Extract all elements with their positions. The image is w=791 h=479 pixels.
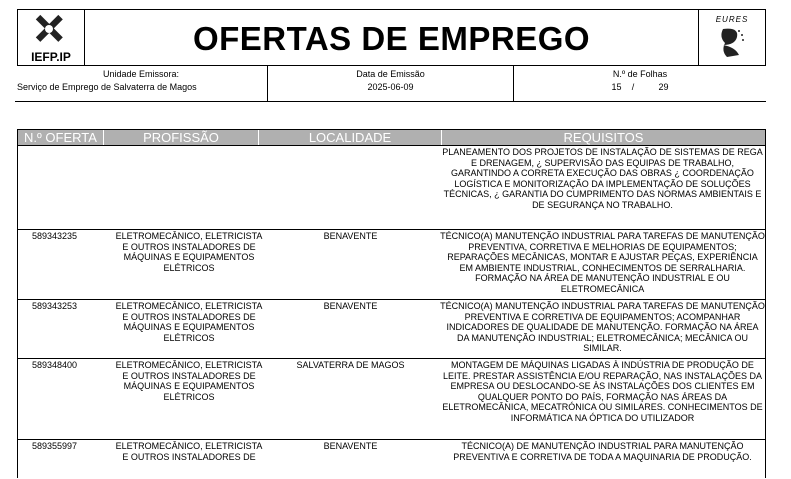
issuer-label: Unidade Emissora: bbox=[102, 69, 180, 79]
column-header-location: LOCALIDADE bbox=[259, 130, 442, 145]
table-row bbox=[17, 359, 766, 440]
eures-logo bbox=[698, 10, 765, 65]
column-header-requirements: REQUISITOS bbox=[563, 130, 644, 145]
issue-info-row bbox=[15, 66, 766, 102]
page-count-label: N.º de Folhas bbox=[612, 69, 668, 79]
column-header-profession: PROFISSÃO bbox=[104, 130, 259, 145]
table-row bbox=[17, 230, 766, 300]
offer-requirements: TÉCNICO(A) DE MANUTENÇÃO INDUSTRIAL PARA MANUTENÇÃO PREVENTIVA E CORRETIVA DE TODA A MAQUINARIA DE PRODUÇÃO. bbox=[453, 441, 752, 462]
offer-requirements: TÉCNICO(A) MANUTENÇÃO INDUSTRIAL PARA TAREFAS DE MANUTENÇÃO PREVENTIVA E CORRETIVA DE EQUIPAMENTOS; ACOMPANHAR INDICADORES DE QUALIDADE DE MANUTENÇÃO. FORMAÇÃO NA ÁREA DA MANUTENÇÃO INDUSTRIAL; ELETROMECÂNICA; MECÂNICA OU SIMILAR. bbox=[440, 301, 765, 353]
iefp-logo-icon bbox=[34, 14, 68, 50]
offer-profession: ELETROMECÂNICO, ELETRICISTA E OUTROS INSTALADORES DE MÁQUINAS E EQUIPAMENTOS ELÉTRICOS bbox=[115, 231, 263, 273]
eures-logo-text: EURES bbox=[715, 15, 749, 24]
offer-number: 589355997 bbox=[32, 441, 78, 451]
issue-date-label: Data de Emissão bbox=[356, 69, 425, 79]
offer-location: BENAVENTE bbox=[323, 231, 378, 241]
offer-profession: ELETROMECÂNICO, ELETRICISTA E OUTROS INSTALADORES DE bbox=[115, 441, 263, 462]
offer-number: 589348400 bbox=[32, 360, 78, 370]
issue-date-cell bbox=[268, 66, 514, 101]
issuer-cell bbox=[15, 66, 268, 101]
page-current: 15 bbox=[611, 82, 622, 92]
issuer-value: Serviço de Emprego de Salvaterra de Magos bbox=[17, 82, 197, 92]
offer-location: BENAVENTE bbox=[323, 301, 378, 311]
iefp-logo-text: IEFP.IP bbox=[31, 50, 71, 64]
offer-requirements: TÉCNICO(A) MANUTENÇÃO INDUSTRIAL PARA TAREFAS DE MANUTENÇÃO PREVENTIVA, CORRETIVA E MELHORIAS DE EQUIPAMENTOS; REPARAÇÕES MECÂNICAS, MONTAR E AJUSTAR PEÇAS, EXPERIÊNCIA EM AMBIENTE INDUSTRIAL, CONHECIMENTOS DE SERRALHARIA. FORMAÇÃO NA ÁREA DE MANUTENÇÃO INDUSTRIAL E OU ELETROMECÂNICA bbox=[440, 231, 765, 294]
table-row bbox=[17, 146, 766, 230]
document-title: OFERTAS DE EMPREGO bbox=[192, 20, 591, 57]
eures-logo-icon bbox=[719, 25, 745, 59]
table-row bbox=[17, 300, 766, 359]
page-count-cell bbox=[514, 66, 766, 101]
offer-requirements: PLANEAMENTO DOS PROJETOS DE INSTALAÇÃO DE SISTEMAS DE REGA E DRENAGEM, ¿ SUPERVISÃO DAS EQUIPAS DE TRABALHO, GARANTINDO A CORRETA EXECUÇÃO DAS OBRAS ¿ COORDENAÇÃO LOGÍSTICA E MONITORIZAÇÃO DA IMPLEMENTAÇÃO DE SOLUÇÕES TÉCNICAS, ¿ GARANTIA DO CUMPRIMENTO DAS NORMAS AMBIENTAIS E DE SEGURANÇA NO TRABALHO. bbox=[442, 147, 763, 210]
offer-profession: ELETROMECÂNICO, ELETRICISTA E OUTROS INSTALADORES DE MÁQUINAS E EQUIPAMENTOS ELÉTRICOS bbox=[115, 301, 263, 343]
offer-requirements: MONTAGEM DE MÁQUINAS LIGADAS À INDÚSTRIA DE PRODUÇÃO DE LEITE. PRESTAR ASSISTÊNCIA E/OU REPARAÇÃO, NAS INSTALAÇÕES DA EMPRESA OU DESLOCANDO-SE ÀS INSTALAÇÕES DOS CLIENTES EM QUALQUER PONTO DO PAÍS, FORMAÇÃO NAS ÁREAS DA ELETROMECÂNICA, MECATRÓNICA OU SIMILARES. CONHECIMENTOS DE INFORMÁTICA NA ÓPTICA DO UTILIZADOR bbox=[442, 360, 763, 423]
issue-date-value: 2025-06-09 bbox=[367, 82, 414, 92]
offer-number: 589343253 bbox=[32, 301, 78, 311]
document-header bbox=[17, 9, 766, 66]
table-header bbox=[17, 129, 766, 146]
table-row bbox=[17, 440, 766, 478]
page-separator: / bbox=[631, 82, 635, 92]
page-count-value bbox=[514, 82, 766, 92]
iefp-logo bbox=[18, 10, 85, 65]
offer-profession: ELETROMECÂNICO, ELETRICISTA E OUTROS INSTALADORES DE MÁQUINAS E EQUIPAMENTOS ELÉTRICOS bbox=[115, 360, 263, 402]
page-total: 29 bbox=[658, 82, 669, 92]
offer-location: BENAVENTE bbox=[323, 441, 378, 451]
offer-location: SALVATERRA DE MAGOS bbox=[296, 360, 405, 370]
offer-number: 589343235 bbox=[32, 231, 78, 241]
column-header-offer-number: N.º OFERTA bbox=[18, 130, 104, 145]
